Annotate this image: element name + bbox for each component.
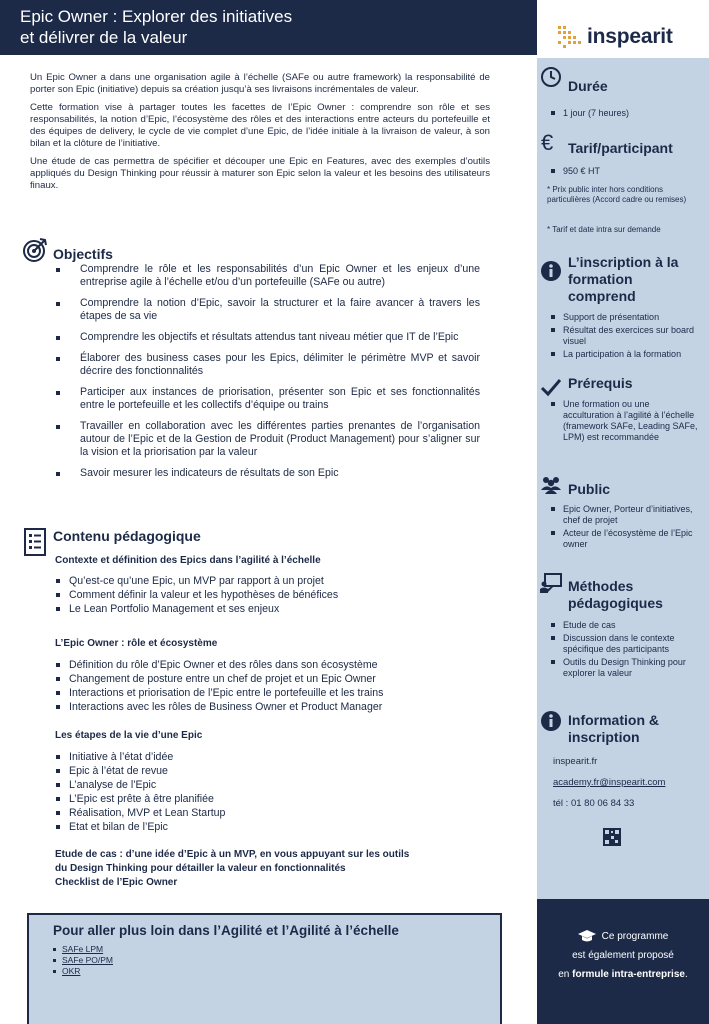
methodes-title-line: Méthodes <box>568 578 634 594</box>
list-item: Interactions et priorisation de l’Epic entre le portefeuille et les trains <box>56 686 383 700</box>
contenu-title: Contenu pédagogique <box>53 528 201 544</box>
case-study-line: Etude de cas : d’une idée d’Epic à un MVP, en vous appuyant sur les outils <box>55 849 410 860</box>
logo-text: inspearit <box>587 25 673 48</box>
list-item: Interactions avec les rôles de Business Owner et Product Manager <box>56 700 383 714</box>
list-item: Outils du Design Thinking pour explorer la valeur <box>549 657 703 679</box>
info-icon <box>540 260 562 282</box>
list-item: Etude de cas <box>549 620 703 631</box>
promo-line-3-bold: formule intra-entreprise <box>572 969 685 980</box>
sidebar <box>537 58 709 901</box>
target-icon <box>22 237 48 263</box>
inscription-list <box>549 312 703 362</box>
objectif-item: Comprendre le rôle et les responsabilités d’un Epic Owner et les enjeux d’une entreprise agile à l’échelle et/ou d’un portefeuille (SAFe ou autre) <box>56 263 480 289</box>
further-link-item <box>53 966 500 977</box>
intro-paragraph-3: Une étude de cas permettra de spécifier et découper une Epic en Features, avec des exemples d’outils appliqués du Design Thinking pour réussir à maturer son Epic selon la valeur et les besoins des utilisateurs finaux. <box>30 156 490 191</box>
list-item: Changement de posture entre un chef de projet et un Epic Owner <box>56 672 383 686</box>
list-item: Etat et bilan de l’Epic <box>56 820 225 834</box>
tarif-note: * Prix public inter hors conditions particulières (Accord cadre ou remises) <box>547 185 687 204</box>
promo-line <box>537 927 709 946</box>
intro-paragraph-2: Cette formation vise à partager toutes les facettes de l’Epic Owner : comprendre son rôle et ses responsabilités, la notion d’Epic, l’écosystème des rôles et des interactions entre acteurs du portefeuille et des équipes de delivery, le cycle de vie complet d’une Epic, de l’idée initiale à la livraison de valeur, à son bilan et la clôture de l’initiative. <box>30 102 490 149</box>
list-item: Support de présentation <box>549 312 703 323</box>
link-okr[interactable]: OKR <box>62 966 81 976</box>
contenu-section-list <box>56 574 338 616</box>
further-box <box>27 913 502 1024</box>
contenu-section-title: Contexte et définition des Epics dans l’agilité à l’échelle <box>55 555 321 566</box>
link-safe-popm[interactable]: SAFe PO/PM <box>62 955 114 965</box>
further-title: Pour aller plus loin dans l’Agilité et l’Agilité à l’échelle <box>53 923 399 938</box>
promo-line-2: est également proposé <box>572 950 674 961</box>
objectif-item: Travailler en collaboration avec les différentes parties prenantes de l’organisation autour de l’Epic et de la Gestion de Produit (Product Management) pour s’aligner sur la vision et la priorisation par la valeur <box>56 420 480 459</box>
contenu-section-list <box>56 658 383 714</box>
methodes-list <box>549 620 703 681</box>
promo-line-3-suffix: . <box>684 969 688 980</box>
intro-section <box>30 72 490 198</box>
prerequis-title: Prérequis <box>568 375 633 391</box>
inscription-title-line: formation <box>568 271 633 287</box>
tarif-title: Tarif/participant <box>568 140 673 156</box>
contenu-section-list <box>56 750 225 834</box>
inscription-title-line: L’inscription à la <box>568 254 679 270</box>
inscription-title <box>568 254 678 305</box>
checklist-icon <box>24 528 46 556</box>
list-item: Résultat des exercices sur board visuel <box>549 325 703 347</box>
promo-line-1: Ce programme <box>601 931 669 942</box>
information-title <box>568 712 659 746</box>
presentation-icon <box>540 572 562 594</box>
tarif-note: * Tarif et date intra sur demande <box>547 225 661 234</box>
objectif-item: Comprendre les objectifs et résultats attendus tant niveau métier que IT de l’Epic <box>56 331 480 344</box>
inscription-title-line: comprend <box>568 288 636 304</box>
case-study-line: du Design Thinking pour détailler la valeur en fonctionnalités <box>55 863 346 874</box>
information-title-line: inscription <box>568 729 640 745</box>
list-item: Initiative à l’état d’idée <box>56 750 225 764</box>
link-safe-lpm[interactable]: SAFe LPM <box>62 944 104 954</box>
methodes-title <box>568 578 663 612</box>
list-item: Le Lean Portfolio Management et ses enjeux <box>56 602 338 616</box>
contenu-section-title: L’Epic Owner : rôle et écosystème <box>55 638 218 649</box>
duree-title: Durée <box>568 78 608 94</box>
list-item: 950 € HT <box>549 166 703 177</box>
list-item: 1 jour (7 heures) <box>549 108 703 119</box>
further-link-item <box>53 955 500 966</box>
list-item: La participation à la formation <box>549 349 703 360</box>
duree-list <box>549 108 703 121</box>
logo <box>556 22 696 52</box>
methodes-title-line: pédagogiques <box>568 595 663 611</box>
list-item: Epic Owner, Porteur d’initiatives, chef de projet <box>549 504 703 526</box>
people-icon <box>540 474 562 496</box>
list-item: L’Epic est prête à être planifiée <box>56 792 225 806</box>
email-link[interactable]: academy.fr@inspearit.com <box>553 777 666 788</box>
objectif-item: Savoir mesurer les indicateurs de résultats de son Epic <box>56 467 480 480</box>
list-item: Discussion dans le contexte spécifique des participants <box>549 633 703 655</box>
list-item: Qu’est-ce qu’une Epic, un MVP par rapport à un projet <box>56 574 338 588</box>
prerequis-list <box>549 399 703 445</box>
logo-mark-icon <box>556 24 582 50</box>
intro-paragraph-1: Un Epic Owner a dans une organisation agile à l’échelle (SAFe ou autre framework) la responsabilité de porter son Epic (initiative) depuis sa création jusqu’à ses livraisons incrémentales de valeur. <box>30 72 490 95</box>
list-item: Comment définir la valeur et les hypothèses de bénéfices <box>56 588 338 602</box>
objectif-item: Élaborer des business cases pour les Epics, délimiter le périmètre MVP et savoir décrire des fonctionnalités <box>56 352 480 378</box>
page-title-line2: et délivrer de la valeur <box>20 28 188 47</box>
further-links <box>53 944 500 977</box>
list-item: Une formation ou une acculturation à l’agilité à l’échelle (framework SAFe, Leading SAFe, LPM) est recommandée <box>549 399 703 443</box>
tarif-list <box>549 166 703 179</box>
phone-number: tél : 01 80 06 84 33 <box>553 798 635 809</box>
checkmark-icon <box>540 376 562 398</box>
list-item: Définition du rôle d’Epic Owner et des rôles dans son écosystème <box>56 658 383 672</box>
objectifs-list <box>56 263 480 488</box>
information-title-line: Information & <box>568 712 659 728</box>
list-item: Acteur de l’écosystème de l’Epic owner <box>549 528 703 550</box>
info-icon <box>540 710 562 732</box>
objectif-item: Comprendre la notion d’Epic, savoir la structurer et la faire avancer à travers les étapes de sa vie <box>56 297 480 323</box>
objectif-item: Participer aux instances de priorisation, présenter son Epic et ses fonctionnalités entre le portefeuille et les collectifs d’équipe ou trains <box>56 386 480 412</box>
list-item: L’analyse de l’Epic <box>56 778 225 792</box>
list-item: Epic à l’état de revue <box>56 764 225 778</box>
promo-line <box>537 965 709 984</box>
checklist-line: Checklist de l’Epic Owner <box>55 877 178 888</box>
objectifs-title: Objectifs <box>53 246 113 262</box>
intra-promo-box <box>537 899 709 1024</box>
contenu-section-title: Les étapes de la vie d’une Epic <box>55 730 203 741</box>
further-link-item <box>53 944 500 955</box>
euro-icon: € <box>541 130 554 155</box>
promo-line-3-prefix: en <box>558 969 570 980</box>
public-list <box>549 504 703 552</box>
header-banner <box>0 0 537 55</box>
public-title: Public <box>568 481 611 497</box>
list-item: Réalisation, MVP et Lean Startup <box>56 806 225 820</box>
page-title-line1: Epic Owner : Explorer des initiatives <box>20 7 293 26</box>
case-study-text <box>55 848 495 890</box>
website-link[interactable]: inspearit.fr <box>553 756 598 767</box>
clock-icon <box>540 66 562 88</box>
qr-code-icon <box>603 828 621 846</box>
graduation-cap-icon <box>578 930 596 942</box>
